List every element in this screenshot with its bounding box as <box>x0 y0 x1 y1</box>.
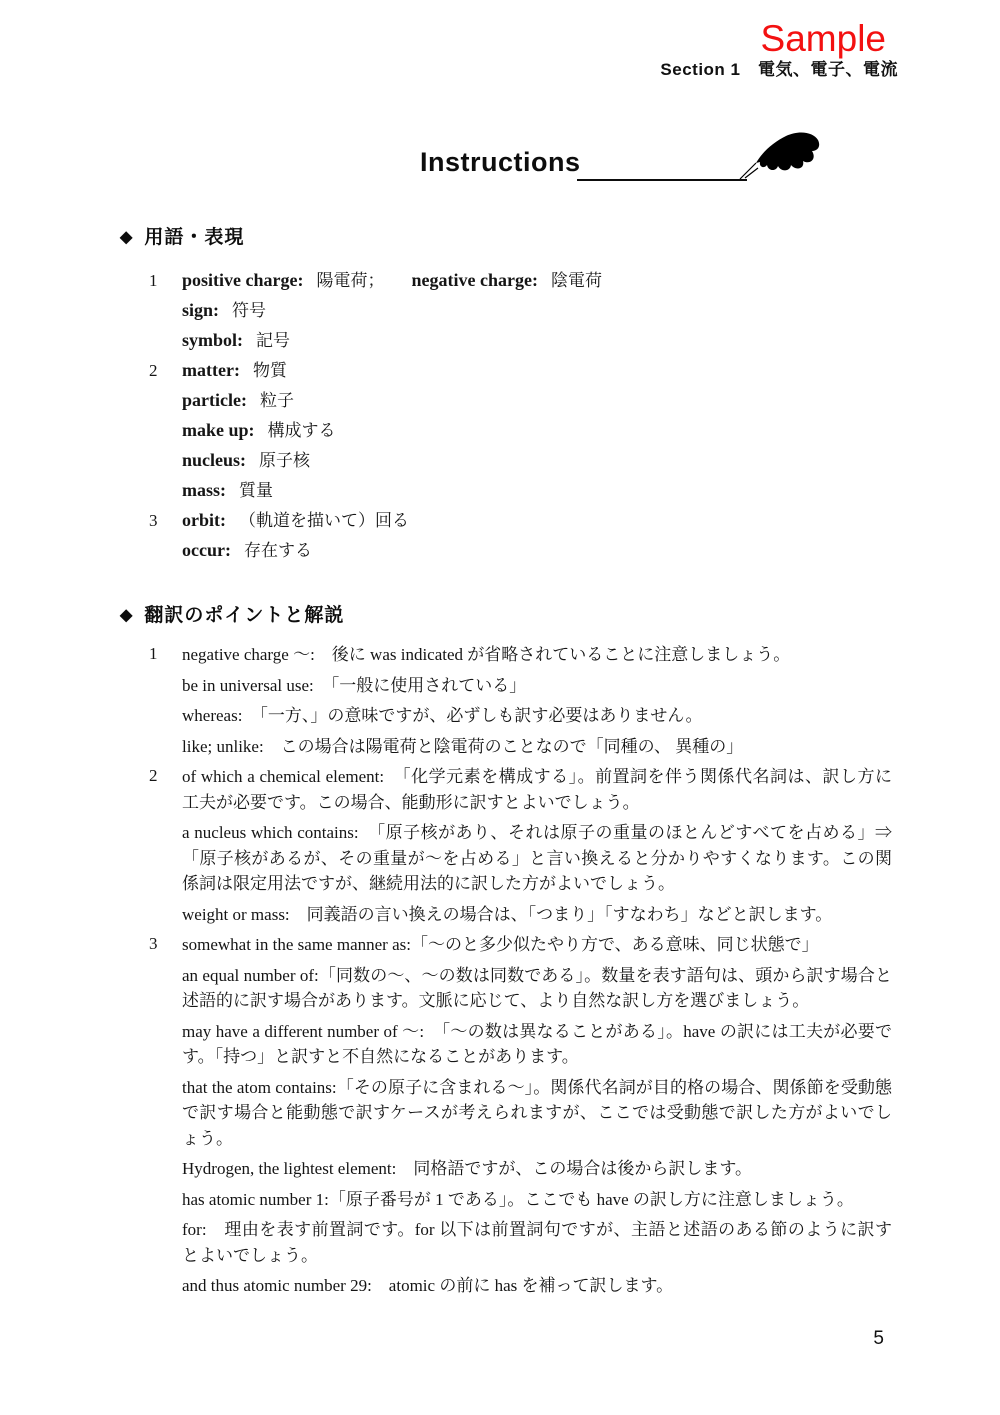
note-text: 「～のと多少似たやり方で、ある意味、同じ状態で」 <box>410 935 819 954</box>
note-text: 理由を表す前置詞です。for 以下は前置詞句ですが、主語と述語のある節のように訳すとよいでしょう。 <box>182 1220 892 1265</box>
note-term: like; unlike: <box>182 736 264 756</box>
note-item <box>120 734 892 760</box>
note-text: 「一般に使用されている」 <box>313 675 527 695</box>
note-term: Hydrogen, the lightest element: <box>182 1159 397 1178</box>
note-term: weight or mass: <box>182 904 290 924</box>
vocab-term: occur: <box>182 540 231 560</box>
vocab-row <box>120 476 900 506</box>
notes-heading <box>120 604 892 628</box>
sample-watermark: Sample <box>760 18 886 59</box>
vocab-gloss: 存在する <box>243 541 312 560</box>
note-text: この場合は陽電荷と陰電荷のことなので「同種の、 異種の」 <box>263 736 744 756</box>
vocab-gloss: 陽電荷； <box>316 271 385 290</box>
vocab-gloss: 粒子 <box>259 391 294 410</box>
page-title: Instructions <box>420 147 581 177</box>
vocab-term: mass: <box>182 480 226 500</box>
item-number: 2 <box>149 766 158 785</box>
vocab-term: orbit: <box>182 510 226 530</box>
note-term: and thus atomic number 29: <box>182 1276 372 1295</box>
note-item <box>120 963 892 1014</box>
vocab-section <box>120 226 900 566</box>
note-item <box>120 902 892 928</box>
note-text: atomic の前に has を補って訳します。 <box>371 1276 674 1295</box>
note-term: be in universal use: <box>182 675 314 695</box>
vocab-row <box>120 446 900 476</box>
vocab-term: negative charge: <box>411 270 538 290</box>
note-item <box>120 703 892 729</box>
title-block <box>420 146 581 178</box>
vocab-term: nucleus: <box>182 450 247 470</box>
page-header <box>660 20 898 80</box>
vocab-row <box>120 326 900 356</box>
vocab-gloss: （軌道を描いて）回る <box>239 511 409 530</box>
item-number: 1 <box>149 644 158 663</box>
diamond-bullet-icon: ◆ <box>120 229 133 246</box>
note-term: somewhat in the same manner as: <box>182 935 411 954</box>
notes-section <box>120 604 892 1304</box>
note-text: 「その原子に含まれる～」。関係代名詞が目的格の場合、関係節を受動態で訳す場合と能動態で訳すケースが考えられますが、ここでは受動態で訳した方がよいでしょう。 <box>182 1077 892 1148</box>
vocab-term: particle: <box>182 390 247 410</box>
vocab-term: positive charge: <box>182 270 304 290</box>
note-item <box>120 1075 892 1152</box>
vocab-row <box>120 266 900 296</box>
note-item <box>120 1187 892 1213</box>
vocab-gloss: 構成する <box>267 421 336 440</box>
vocab-gloss: 物質 <box>252 361 287 380</box>
note-text: 同義語の言い換えの場合は、「つまり」「すなわち」などと訳します。 <box>289 904 833 924</box>
note-term: that the atom contains: <box>182 1077 337 1097</box>
note-term: whereas: <box>182 706 243 725</box>
vocab-gloss: 原子核 <box>259 451 311 470</box>
note-term: negative charge ～: <box>182 645 315 664</box>
note-text: 同格語ですが、この場合は後から訳します。 <box>396 1159 752 1178</box>
note-item <box>120 764 892 815</box>
vocab-row <box>120 386 900 416</box>
note-term: has atomic number 1: <box>182 1189 329 1209</box>
note-item <box>120 932 892 958</box>
vocab-gloss: 質量 <box>239 481 273 500</box>
note-term: a nucleus which contains: <box>182 823 359 842</box>
section-label: Section 1 電気、電子、電流 <box>660 60 898 79</box>
vocab-gloss: 記号 <box>256 331 291 350</box>
diamond-bullet-icon: ◆ <box>120 607 133 624</box>
note-item <box>120 820 892 897</box>
vocab-row <box>120 536 900 566</box>
note-text: 「化学元素を構成する」。前置詞を伴う関係代名詞は、訳し方に工夫が必要です。この場合、能動形に訳すとよいでしょう。 <box>182 767 892 812</box>
note-item <box>120 673 892 699</box>
note-text: 後に was indicated が省略されていることに注意しましょう。 <box>314 645 791 664</box>
vocab-row <box>120 356 900 386</box>
vocab-gloss: 陰電荷 <box>550 271 602 290</box>
quill-feather-icon <box>733 131 821 183</box>
vocab-heading-label: 用語・表現 <box>144 227 245 248</box>
note-term: of which a chemical element: <box>182 767 385 786</box>
note-item <box>120 1019 892 1070</box>
note-term: may have a different number of ～: <box>182 1021 425 1041</box>
note-text: 「一方、」の意味ですが、必ずしも訳す必要はありません。 <box>242 706 703 725</box>
title-underline <box>577 179 747 181</box>
vocab-term: sign: <box>182 300 220 320</box>
item-number: 2 <box>149 361 158 380</box>
note-text: 「原子番号が 1 である」。ここでも have の訳し方に注意しましょう。 <box>328 1189 854 1209</box>
note-term: for: <box>182 1220 207 1239</box>
vocab-heading <box>120 226 900 250</box>
note-text: 「同数の～、～の数は同数である」。数量を表す語句は、頭から訳す場合と述語的に訳す場合があります。文脈に応じて、より自然な訳し方を選びましょう。 <box>182 965 892 1010</box>
vocab-row <box>120 296 900 326</box>
page-number: 5 <box>873 1328 884 1349</box>
vocab-row <box>120 416 900 446</box>
item-number: 3 <box>149 511 158 530</box>
item-number: 3 <box>149 934 158 953</box>
vocab-gloss: 符号 <box>232 301 267 320</box>
note-item <box>120 1217 892 1268</box>
item-number: 1 <box>149 271 158 290</box>
note-item <box>120 1273 892 1299</box>
note-item <box>120 1156 892 1182</box>
notes-heading-label: 翻訳のポイントと解説 <box>144 605 345 626</box>
note-term: an equal number of: <box>182 965 319 985</box>
note-text: 「～の数は異なることがある」。have の訳には工夫が必要です。「持つ」と訳すと不自然になることがあります。 <box>182 1021 892 1066</box>
vocab-term: matter: <box>182 360 240 380</box>
vocab-term: symbol: <box>182 330 244 350</box>
vocab-row <box>120 506 900 536</box>
vocab-term: make up: <box>182 420 255 440</box>
note-item <box>120 642 892 668</box>
note-text: 「原子核があり、それは原子の重量のほとんどすべてを占める」⇒「原子核があるが、その重量が～を占める」と言い換えると分かりやすくなります。この関係詞は限定用法ですが、継続用法的に訳した方がよいでしょう。 <box>182 823 892 893</box>
